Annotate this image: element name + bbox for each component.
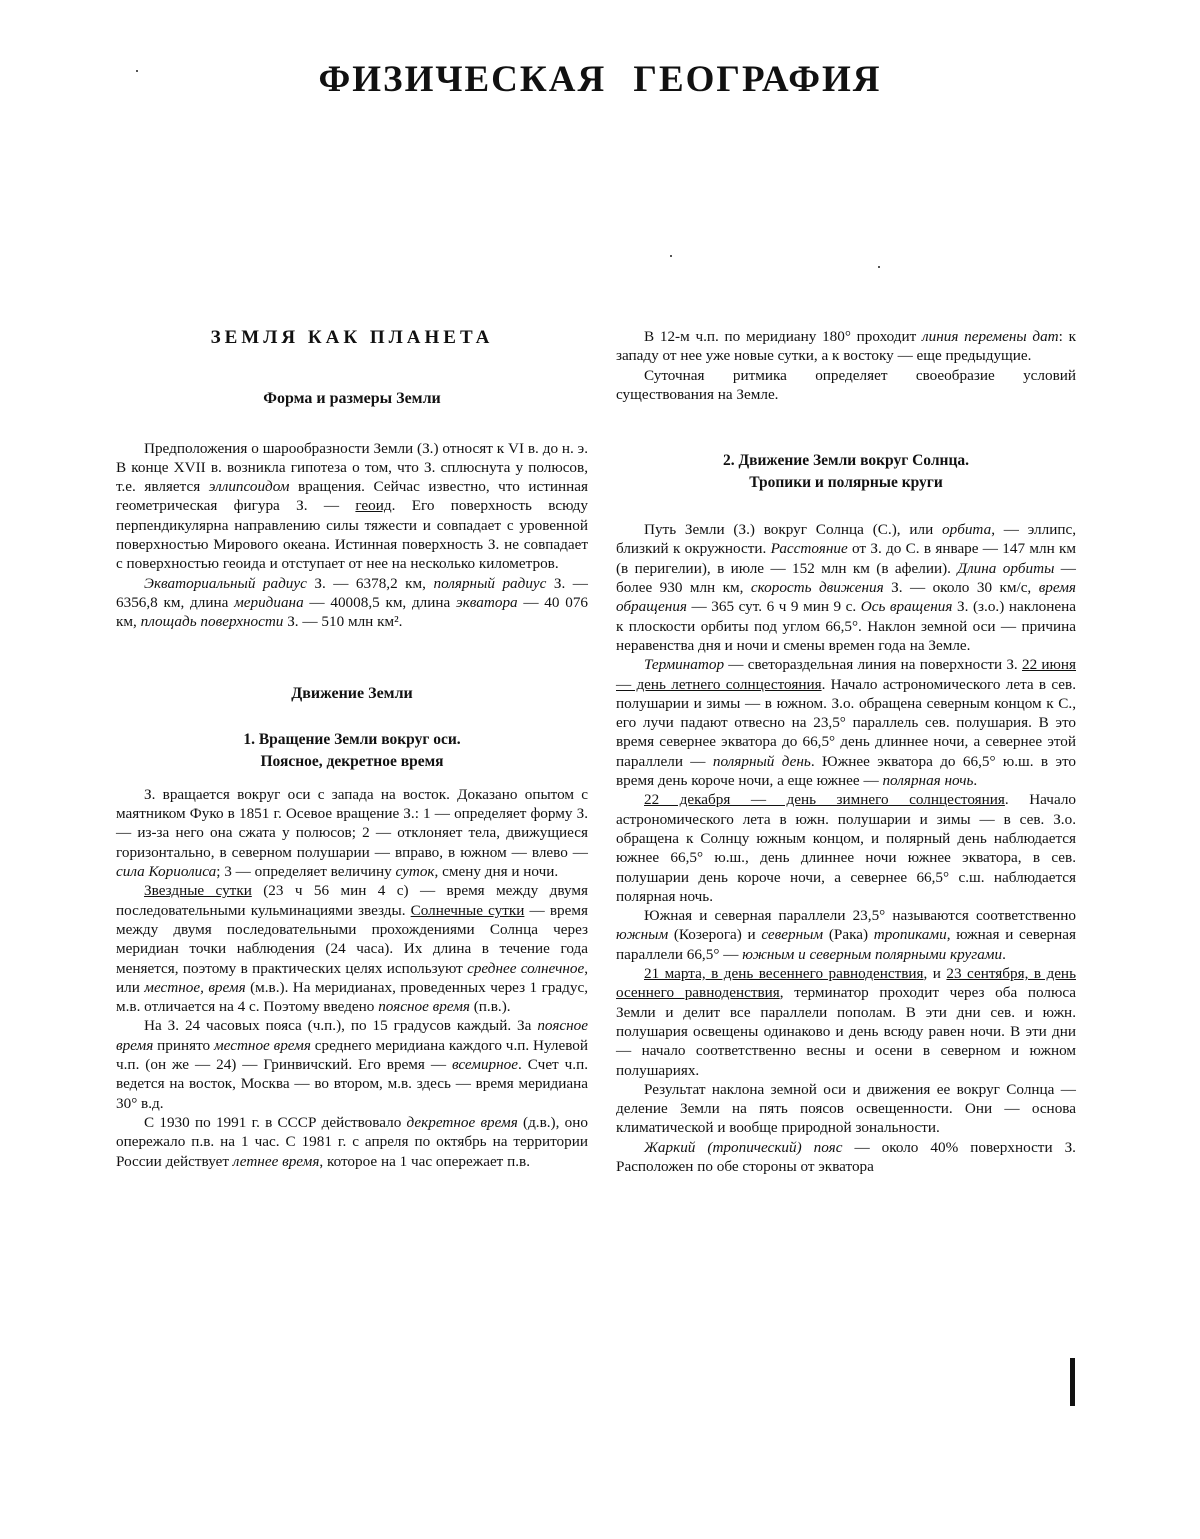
paragraph-daily-rhythm: Суточная ритмика определяет своеобразие условий существования на Земле. (616, 366, 1076, 403)
paragraph-equinox: 21 марта, в день весеннего равноденствия, и 23 сентября, в день осеннего равноденствия, терминатор проходит через оба полюса Земли и делит все параллели пополам. В эти дни сев. и южн. полушария освещены одинаково и день всюду равен ночи. В эти дни — начало соответственно весны и осени в северном и южном полушариях. (616, 965, 1076, 1079)
paragraph-orbit: Путь Земли (З.) вокруг Солнца (С.), или орбита, — эллипс, близкий к окружности. Расстояние от З. до С. в январе — 147 млн км (в перигелии), в июле — 152 млн км (в афелии). Длина орбиты — более 930 млн км, скорость движения З. — около 30 км/с, время обращения — 365 сут. 6 ч 9 мин 9 с. Ось вращения З. (з.о.) наклонена к плоскости орбиты под углом 66,5°. Наклон земной оси — причина неравенства дня и ночи и смены времен года на Земле. (616, 521, 1076, 654)
form-heading: Форма и размеры Земли (263, 390, 441, 408)
paragraph-date-line: В 12-м ч.п. по меридиану 180° проходит линия перемены дат: к западу от нее уже новые сутки, а к востоку — еще предыдущие. (616, 328, 1076, 365)
scan-speck (136, 70, 138, 72)
paragraph-days: Звездные сутки (23 ч 56 мин 4 с) — время между двумя последовательными кульминациями звезды. Солнечные сутки — время между двумя последовательными прохождениями Солнца через меридиан точки наблюдения (24 часа). Их длина в течение года меняется, поэтому в практических целях используют среднее солнечное, или местное, время (м.в.). На меридианах, проведенных через 1 градус, м.в. отличается на 4 с. Поэтому введено поясное время (п.в.). (116, 882, 589, 1016)
scan-speck (670, 255, 672, 257)
left-column (116, 328, 588, 1171)
paragraph-winter-solstice: 22 декабря — день зимнего солнцестояния. Начало астрономического лета в южн. полушарии и зимы — в сев. З.о. обращена к Солнцу южным концом, и полярный день наблюдается южнее 66,5° ю.ш., день длиннее ночи южнее экватора, в сев. полушарии день короче ночи, а севернее 66,5° с.ш. наблюдается полярная ночь. (616, 791, 1076, 905)
scan-speck (878, 266, 880, 268)
rotation-heading: 1. Вращение Земли вокруг оси. Поясное, декретное время (243, 730, 461, 770)
right-column (616, 327, 1076, 1176)
motion-heading: Движение Земли (291, 684, 413, 702)
orbit-heading: 2. Движение Земли вокруг Солнца. Тропики и полярные круги (722, 452, 970, 492)
paragraph-time-zones: На З. 24 часовых пояса (ч.п.), по 15 градусов каждый. За поясное время принято местное время среднего меридиана каждого ч.п. Нулевой ч.п. (он же — 24) — Гринвичский. Его время — всемирное. Счет ч.п. ведется на восток, Москва — во втором, м.в. здесь — время меридиана 30° в.д. (116, 1017, 588, 1112)
paragraph-hot-zone: Жаркий (тропический) пояс — около 40% поверхности З. Расположен по обе стороны от экватора (616, 1138, 1076, 1175)
paragraph-rotation: З. вращается вокруг оси с запада на восток. Доказано опытом с маятником Фуко в 1851 г. Осевое вращение З.: 1 — определяет форму З. — из-за него она сжата у полюсов; 2 — отклоняет тела, движущиеся горизонтально, в северном полушарии — вправо, в южном — влево — сила Кориолиса; 3 — определяет величину суток, смену дня и ночи. (116, 785, 588, 881)
page-edge-bar (1070, 1358, 1075, 1406)
paragraph-dimensions: Экваториальный радиус З. — 6378,2 км, полярный радиус З. — 6356,8 км, длина меридиана — 40008,5 км, длина экватора — 40 076 км, площадь поверхности З. — 510 млн км². (116, 574, 588, 631)
paragraph-decree-time: С 1930 по 1991 г. в СССР действовало декретное время (д.в.), оно опережало п.в. на 1 час. С 1981 г. с апреля по октябрь на территории России действует летнее время, которое на 1 час опережает п.в. (116, 1113, 588, 1170)
paragraph-terminator: Терминатор — светораздельная линия на поверхности З. 22 июня — день летнего солнцестояния. Начало астрономического лета в сев. полушарии и зимы — в южном. З.о. обращена северным концом к С., его лучи падают отвесно на 23,5° параллель сев. полушария. В это время севернее экватора до 66,5° день длиннее ночи, а севернее этой параллели — полярный день. Южнее экватора до 66,5° ю.ш. в это время день короче ночи, а еще южнее — полярная ночь. (616, 656, 1077, 790)
section-title: ЗЕМЛЯ КАК ПЛАНЕТА (210, 327, 494, 348)
paragraph-shape: Предположения о шарообразности Земли (З.) относят к VI в. до н. э. В конце XVII в. возникла гипотеза о том, что З. сплюснута у полюсов, т.е. является эллипсоидом вращения. Сейчас известно, что истинная геометрическая фигура З. — геоид. Его поверхность всюду перпендикулярна направлению силы тяжести и совпадает с уровенной поверхностью Мирового океана. Истинная поверхность З. не совпадает с поверхностью геоида и отступает от нее на несколько километров. (116, 439, 589, 573)
page-title: ФИЗИЧЕСКАЯ ГЕОГРАФИЯ (318, 59, 882, 100)
paragraph-zones: Результат наклона земной оси и движения ее вокруг Солнца — деление Земли на пять поясов освещенности. Они — основа климатической и вообще природной зональности. (616, 1080, 1076, 1137)
paragraph-tropics: Южная и северная параллели 23,5° называются соответственно южным (Козерога) и северным (Рака) тропиками, южная и северная параллели 66,5° — южным и северным полярными кругами. (616, 907, 1076, 963)
